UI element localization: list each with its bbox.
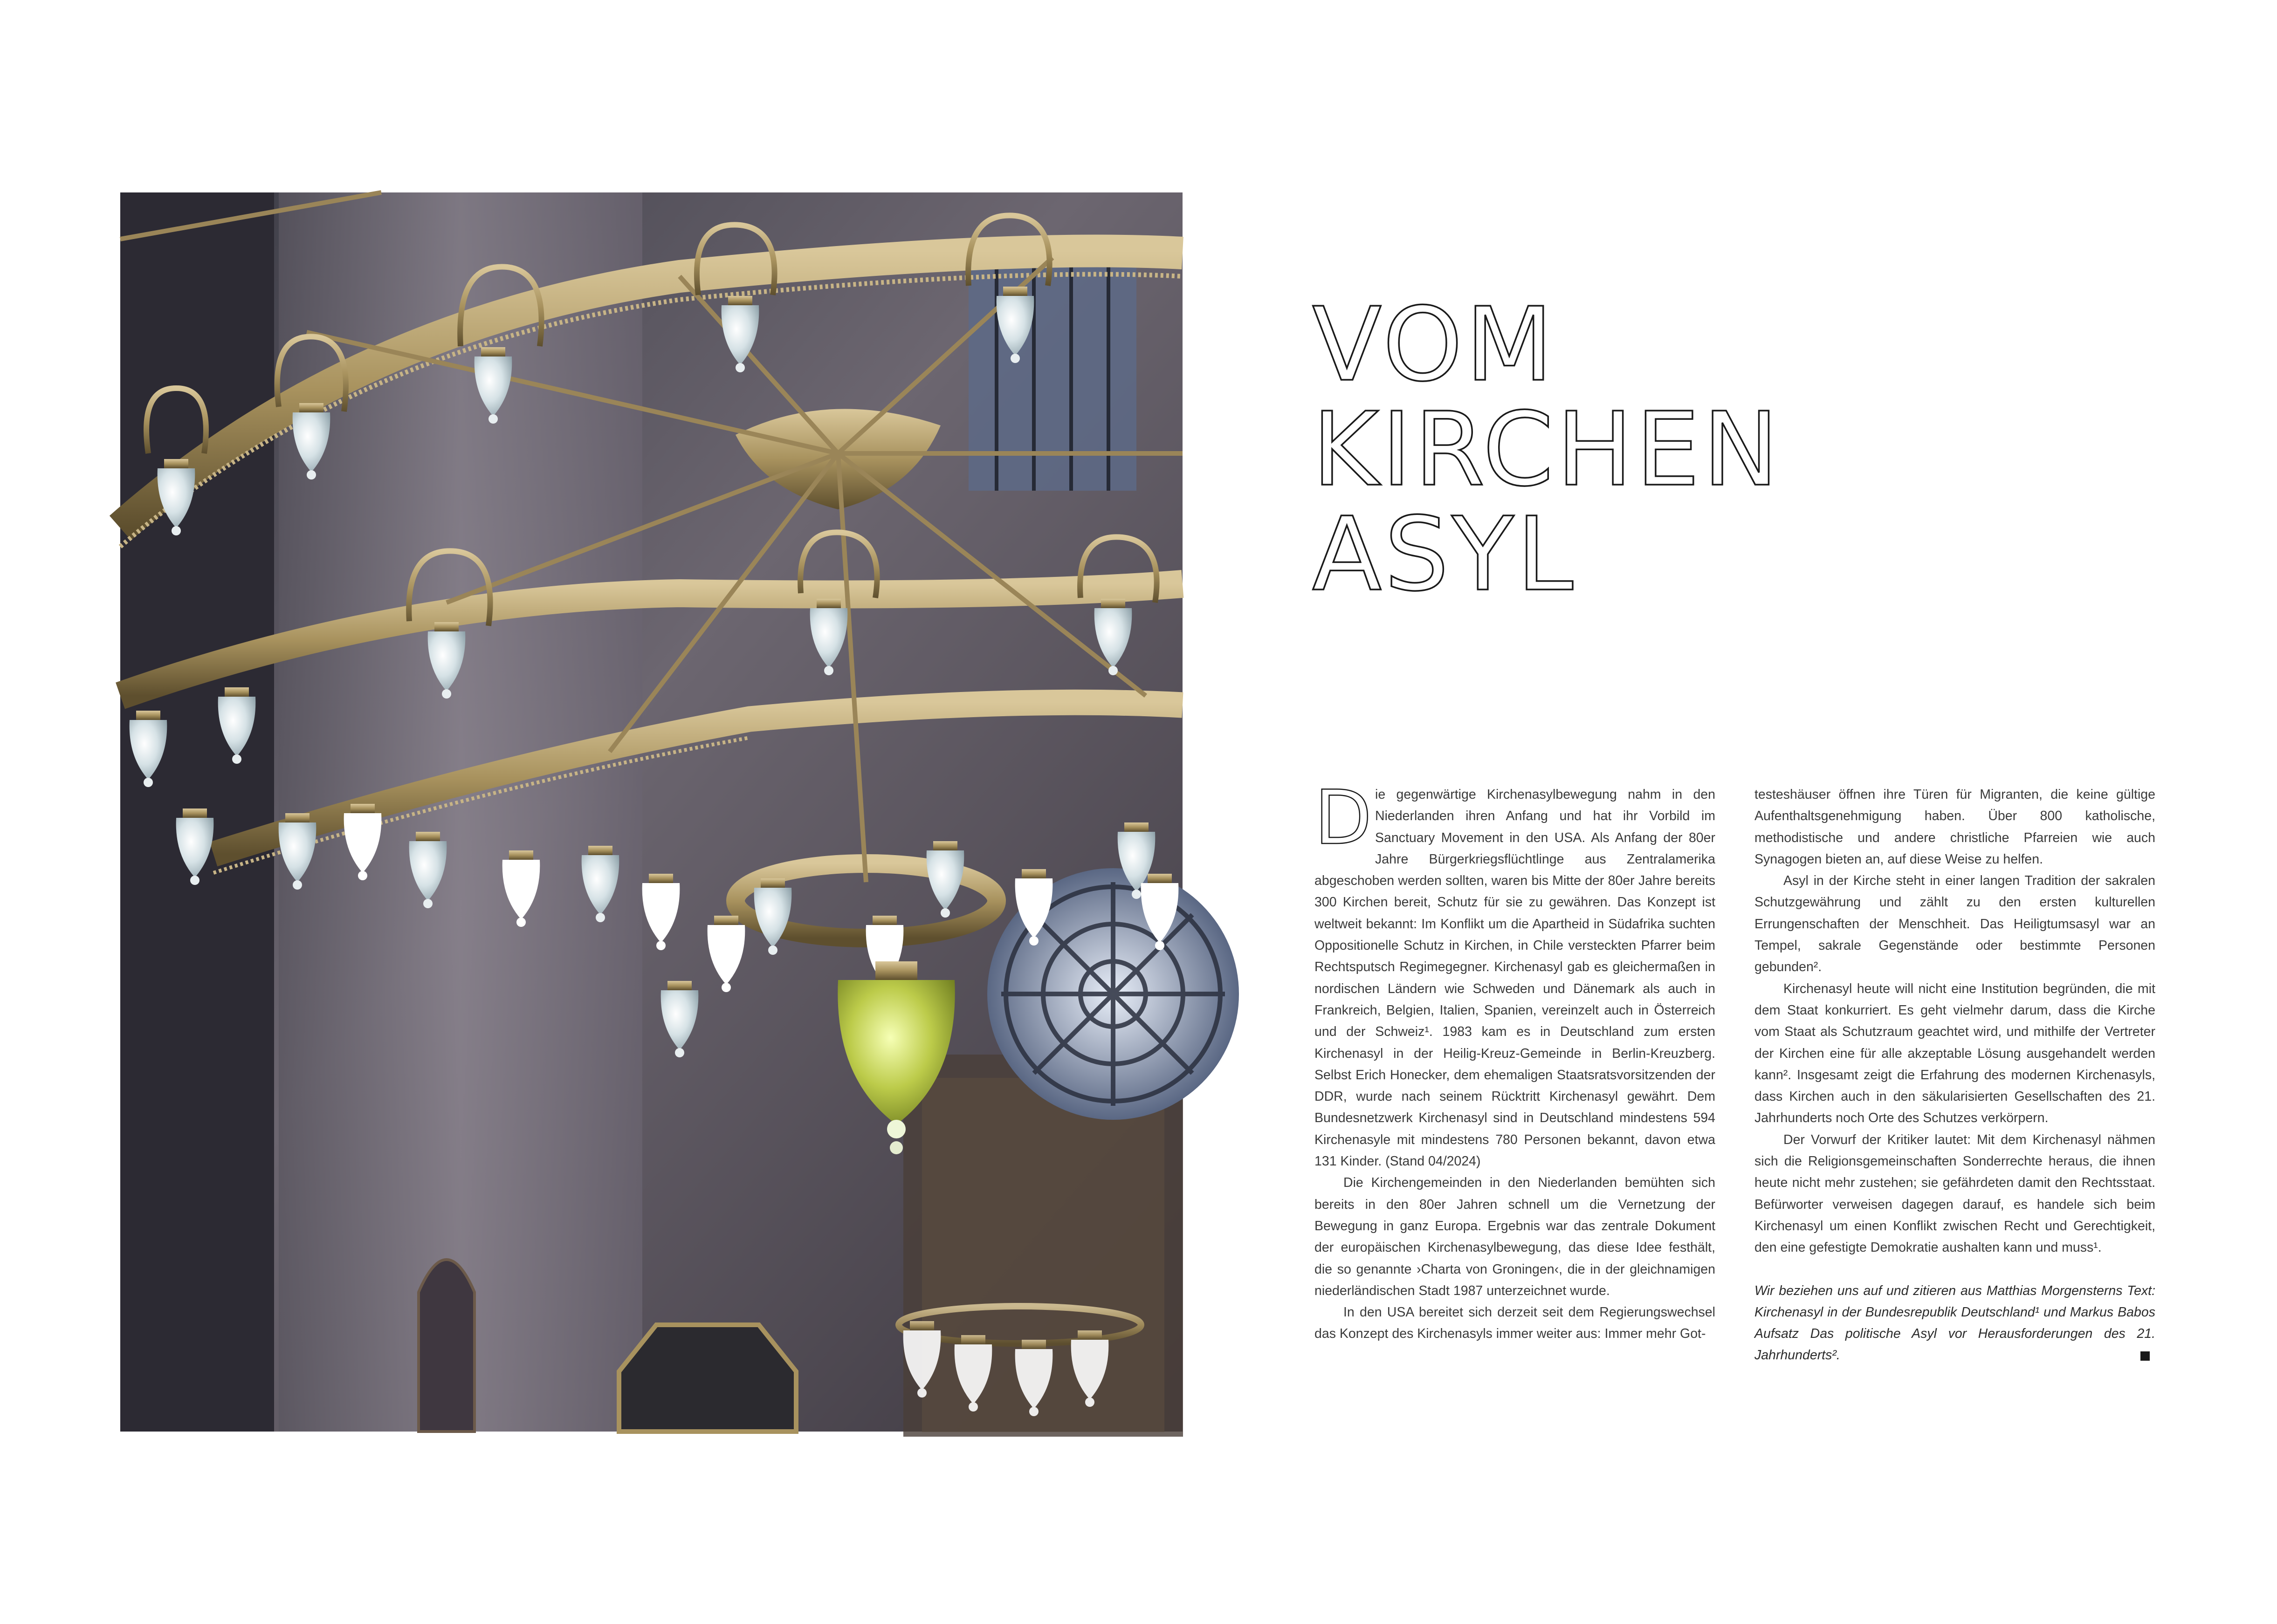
title-line-3: ASYL [1312, 496, 1576, 614]
article-paragraph-3: In den USA bereitet sich derzeit seit dem Regierungswechsel das Konzept des Kirchenasyls immer weiter aus: Immer mehr Got- [1314, 1305, 1715, 1342]
source-note: Wir beziehen uns auf und zitieren aus Matthias Morgensterns Text: Kirchenasyl in der Bundesrepublik Deutschland¹ und Markus Babos Aufsatz Das politische Asyl vor Herausforderungen des 21. Jahrhunderts². [1754, 1283, 2155, 1363]
chandelier-illustration [120, 192, 1183, 1432]
dropcap-letter: D [1314, 774, 1372, 861]
chandelier-photo [120, 192, 1183, 1432]
title-outline-lettering [1312, 280, 1918, 615]
title-line-1: VOM [1312, 286, 1556, 404]
article-column-1 [1314, 774, 1715, 1345]
article-paragraph-2: Die Kirchengemeinden in den Niederlanden bemühten sich bereits in den 80er Jahren schnell um die Vernetzung der Bewegung in ganz Europa. Ergebnis war das zentrale Dokument der europäischen Kirchenasylbewegung, das diese Idee festhält, die so genannte ›Charta von Groningen‹, die in der gleichnamigen niederländischen Stadt 1987 unterzeichnet wurde. [1314, 1175, 1715, 1298]
title-line-2: KIRCHEN [1312, 391, 1782, 509]
article-paragraph-3-continued: testeshäuser öffnen ihre Türen für Migranten, die keine gültige Aufenthaltsgenehmigung haben. Über 800 katholische, methodistische und andere christliche Pfarreien wie auch Synagogen bieten an, auf diese Weise zu helfen. [1754, 787, 2155, 867]
article-paragraph-6: Der Vorwurf der Kritiker lautet: Mit dem Kirchenasyl nähmen sich die Religionsgemeinschaften Sonderrechte heraus, die ihnen heute nicht mehr zustehen; sie gefährdeten damit den Rechtsstaat. Befürworter verweisen dagegen darauf, es handele sich beim Kirchenasyl um einen Konflikt zwischen Recht und Gerechtigkeit, den eine gefestigte Demokratie aushalten kann und muss¹. [1754, 1132, 2155, 1255]
article-paragraph-4: Asyl in der Kirche steht in einer langen Tradition der sakralen Schutzgewährung und zählt zu den ersten kulturellen Errungenschaften der Menschheit. Das Heiligtumsasyl war an Tempel, sakrale Gegenstände oder bestimmte Personen gebunden². [1754, 873, 2155, 975]
article-title [1312, 280, 1918, 615]
source-note-wrapper [1754, 1280, 2155, 1366]
article-column-2 [1754, 784, 2155, 1366]
paragraph-1-text: ie gegenwärtige Kirchenasylbewegung nahm in den Niederlanden ihren Anfang und hat ihr Vorbild im Sanctuary Movement in den USA. Als Anfang der 80er Jahre Bürgerkriegsflüchtlinge aus Zentralamerika abgeschoben werden sollten, waren bis Mitte der 80er Jahre bereits 300 Kirchen bereit, Schutz für sie zu gewähren. Das Konzept ist weltweit bekannt: Im Konflikt um die Apartheid in Südafrika suchten Oppositionelle Schutz in Kirchen, in Chile versteckten Pfarrer beim Rechtsputsch Regimegegner. Kirchenasyl gab es gleichermaßen in nordischen Ländern wie Schweden und Dänemark als auch in Frankreich, Belgien, Italien, Spanien, vereinzelt auch in Österreich und der Schweiz¹. 1983 kam es in Deutschland zum ersten Kirchenasyl in der Heilig-Kreuz-Gemeinde in Berlin-Kreuzberg. Selbst Erich Honecker, dem ehemaligen Staatsratsvorsitzenden der DDR, wurde nach seinem Rücktritt Kirchenasyl gewährt. Dem Bundesnetzwerk Kirchenasyl sind in Deutschland mindestens 594 Kirchenasyle mit mindestens 780 Personen bekannt, davon etwa 131 Kinder. (Stand 04/2024) [1314, 787, 1715, 1169]
article-paragraph-5: Kirchenasyl heute will nicht eine Institution begründen, die mit dem Staat konkurriert. Es geht vielmehr darum, dass die Kirche vom Staat als Schutzraum geachtet wird, und mithilfe der Vertreter der Kirchen eine für alle akzeptable Lösung ausgehandelt werden kann². Insgesamt zeigt die Erfahrung des modernen Kirchenasyls, dass Kirchen auch in den säkularisierten Gesellschaften des 21. Jahrhunderts noch Orte des Schutzes verkörpern. [1754, 981, 2155, 1126]
end-mark-icon [2140, 1351, 2150, 1361]
left-page [0, 0, 1138, 1624]
article-paragraph-1 [1314, 774, 1715, 1172]
dropcap [1314, 774, 1372, 861]
